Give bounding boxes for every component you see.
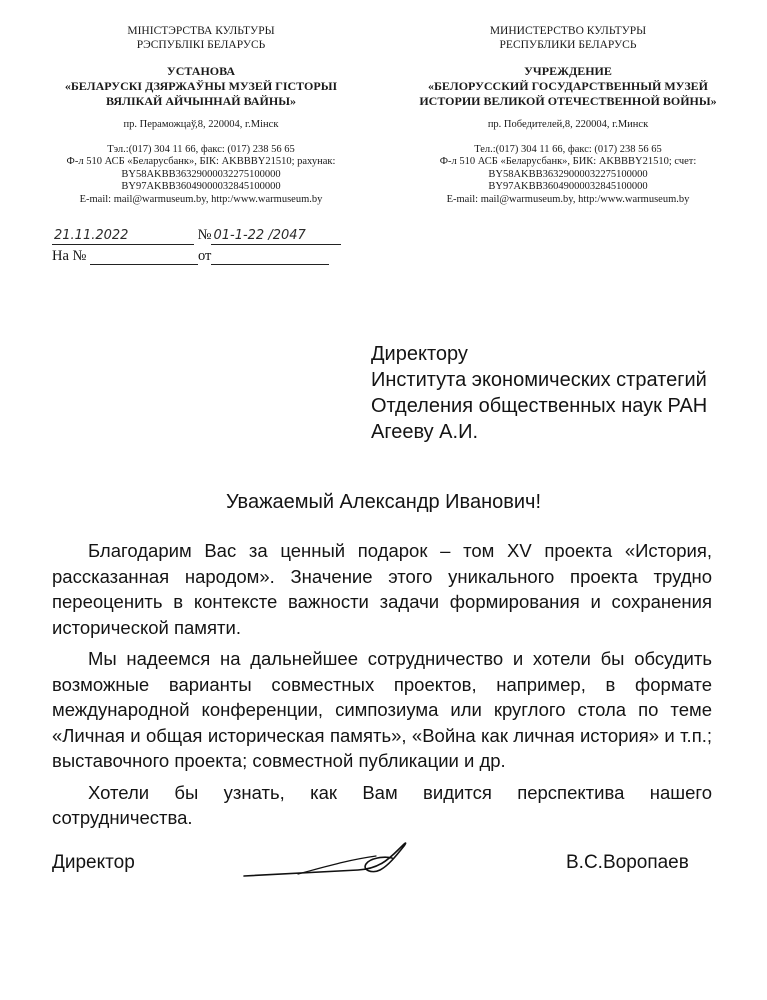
ministry-line-2: РЕСПУБЛИКИ БЕЛАРУСЬ: [499, 39, 637, 51]
ministry-line-1: МИНИСТЕРСТВО КУЛЬТУРЫ: [489, 25, 647, 37]
institution-line-2: «БЕЛАРУСКІ ДЗЯРЖАЎНЫ МУЗЕЙ ГІСТОРЫІ: [64, 79, 338, 93]
ministry-line-2: РЭСПУБЛІКІ БЕЛАРУСЬ: [136, 39, 266, 51]
addressee-block: [371, 341, 751, 445]
contact-line: Тэл.:(017) 304 11 66, факс: (017) 238 56 65: [107, 143, 295, 155]
body-paragraph: Благодарим Вас за ценный подарок – том XV проекта «История, рассказанная народом». Значение этого уникального проекта трудно переоценить в контексте важности задачи формирования и сохранения исторической памяти.: [52, 540, 712, 638]
body-paragraph: Мы надеемся на дальнейшее сотрудничество и хотели бы обсудить возможные варианты совместных проектов, например, в формате международной конференции, симпозиума или круглого стола по теме «Личная и общая историческая память», «Война как личная история» и т.п.; выставочного проекта; совместной публикации и др.: [52, 648, 712, 771]
contact-line: E-mail: mail@warmuseum.by, http:/www.warmuseum.by: [79, 193, 323, 205]
addressee-line: Агееву А.И.: [371, 421, 479, 443]
ministry-line-1: МІНІСТЭРСТВА КУЛЬТУРЫ: [127, 25, 275, 37]
addressee-line: Отделения общественных наук РАН: [371, 395, 708, 417]
contact-line: BY58AKBB36329000032275100000: [121, 168, 281, 180]
registration-date: 21.11.2022: [52, 228, 194, 245]
contact-line: BY97AKBB36049000032845100000: [121, 181, 281, 192]
addressee-line: Директору: [371, 343, 468, 365]
registration-number-prefix: №: [197, 227, 212, 243]
contact-line: E-mail: mail@warmuseum.by, http:/www.warmuseum.by: [446, 193, 690, 205]
signatory-name: В.С.Воропаев: [566, 852, 689, 873]
contact-line: BY58AKBB36329000032275100000: [488, 168, 648, 180]
reply-date-blank: [211, 250, 329, 265]
handwritten-signature: [238, 830, 418, 890]
institution-line-2: «БЕЛОРУССКИЙ ГОСУДАРСТВЕННЫЙ МУЗЕЙ: [427, 79, 709, 93]
letter-body: [52, 538, 712, 837]
contact-line: Ф-л 510 АСБ «Беларусбанк», БІК: AKBBBY21510; рахунак:: [66, 156, 336, 167]
body-paragraph: Хотели бы узнать, как Вам видится перспектива нашего сотрудничества.: [52, 781, 712, 828]
registration-number: 01-1-22 /2047: [211, 228, 341, 245]
institution-line-3: ИСТОРИИ ВЕЛИКОЙ ОТЕЧЕСТВЕННОЙ ВОЙНЫ»: [419, 94, 717, 108]
institution-line-3: ВЯЛІКАЙ АЙЧЫННАЙ ВАЙНЫ»: [105, 94, 296, 108]
contact-line: Ф-л 510 АСБ «Беларусбанк», БИК: AKBBBY21510; счет:: [439, 156, 697, 167]
reply-number-label: На №: [52, 248, 87, 264]
institution-line-1: УЧРЕЖДЕНИЕ: [524, 64, 612, 78]
header-russian: [398, 24, 738, 206]
addressee-line: Института экономических стратегий: [371, 369, 707, 391]
salutation: Уважаемый Александр Иванович!: [225, 491, 542, 513]
institution-line-1: УСТАНОВА: [166, 64, 236, 78]
signatory-title: Директор: [52, 852, 135, 873]
registration-line: [52, 226, 352, 245]
reply-date-label: от: [198, 248, 212, 264]
header-belarusian: [36, 24, 366, 206]
contact-line: Тел.:(017) 304 11 66, факс: (017) 238 56 65: [474, 143, 662, 155]
contact-line: BY97AKBB36049000032845100000: [488, 181, 648, 192]
reply-reference-line: [52, 247, 352, 265]
address: пр. Победителей,8, 220004, г.Минск: [487, 119, 649, 130]
reply-number-blank: [90, 250, 198, 265]
address: пр. Пераможцаў,8, 220004, г.Мінск: [123, 119, 279, 130]
